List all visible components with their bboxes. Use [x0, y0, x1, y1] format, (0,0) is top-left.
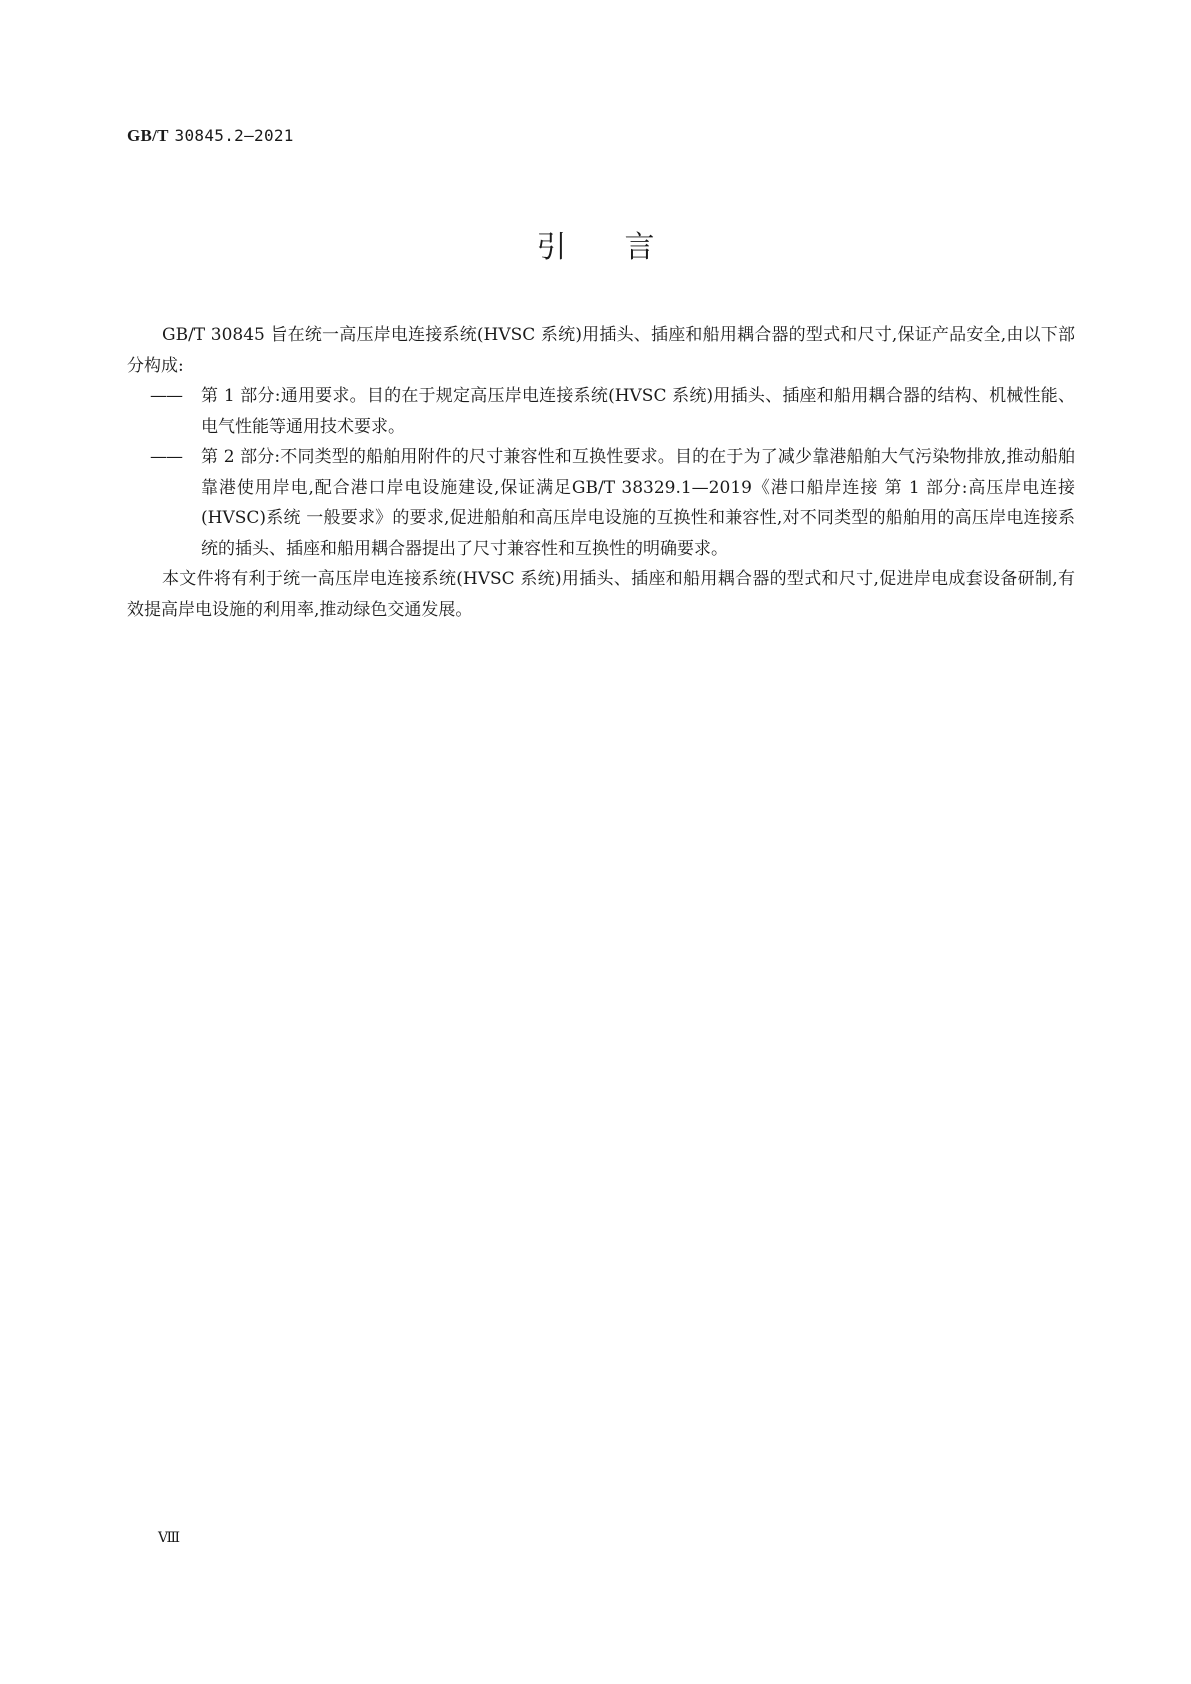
page-number: Ⅷ: [158, 1530, 180, 1546]
intro-paragraph: GB/T 30845 旨在统一高压岸电连接系统(HVSC 系统)用插头、插座和船用耦合器的型式和尺寸,保证产品安全,由以下部分构成:: [127, 325, 1075, 376]
body-text: [127, 320, 1075, 625]
standard-code-number: 30845.2—2021: [174, 126, 294, 145]
list-marker: ——: [150, 386, 182, 406]
list-item: [127, 381, 1075, 442]
page-title: 引言: [536, 230, 713, 265]
standard-code: [127, 126, 294, 146]
list-marker: ——: [150, 447, 182, 467]
list-item-text: 第 1 部分:通用要求。目的在于规定高压岸电连接系统(HVSC 系统)用插头、插座和船用耦合器的结构、机械性能、电气性能等通用技术要求。: [201, 386, 1075, 437]
standard-code-prefix: GB/T: [127, 126, 169, 145]
list-item: [127, 442, 1075, 564]
closing-paragraph: 本文件将有利于统一高压岸电连接系统(HVSC 系统)用插头、插座和船用耦合器的型式和尺寸,促进岸电成套设备研制,有效提高岸电设施的利用率,推动绿色交通发展。: [127, 569, 1075, 620]
list-item-text: 第 2 部分:不同类型的船舶用附件的尺寸兼容性和互换性要求。目的在于为了减少靠港船舶大气污染物排放,推动船舶靠港使用岸电,配合港口岸电设施建设,保证满足GB/T 38329.1—2019《港口船岸连接 第 1 部分:高压岸电连接(HVSC)系统 一般要求》的要求,促进船舶和高压岸电设施的互换性和兼容性,对不同类型的船舶用的高压岸电连接系统的插头、插座和船用耦合器提出了尺寸兼容性和互换性的明确要求。: [201, 447, 1075, 559]
